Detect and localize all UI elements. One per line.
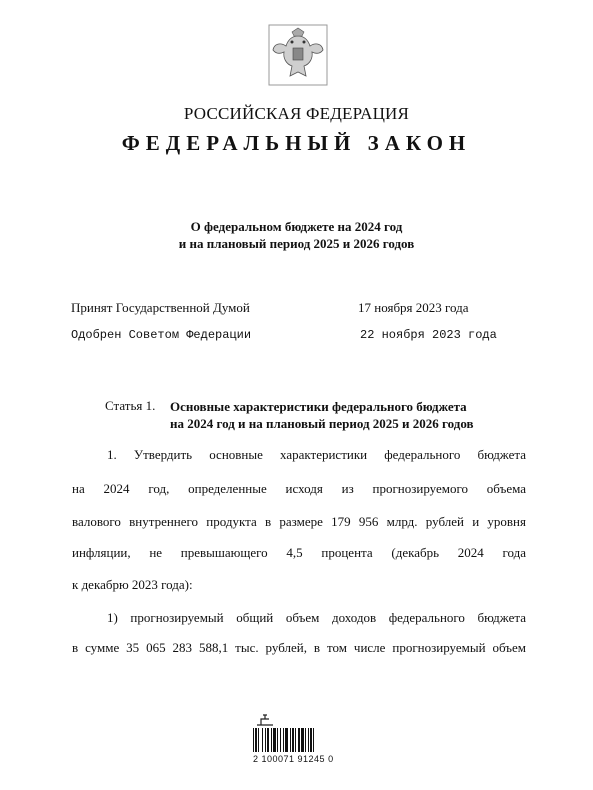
barcode-bar [255,728,257,752]
barcode-bar [262,728,263,752]
barcode-bar [277,728,278,752]
barcode-number: 2 100071 91245 0 [253,754,334,764]
council-approval-label: Одобрен Советом Федерации [71,328,252,342]
barcode-mark-icon [255,713,275,727]
barcode-bar [280,728,281,752]
barcode-bar [290,728,291,752]
law-subject-line: О федеральном бюджете на 2024 год [190,219,403,234]
article-label: Статья 1. [105,398,156,413]
duma-adoption-date: 17 ноября 2023 года [358,300,469,315]
country-heading: РОССИЙСКАЯ ФЕДЕРАЦИЯ [183,104,410,123]
barcode-bar [295,728,296,752]
body-line: 1) прогнозируемый общий объем доходов федерального бюджета [107,610,526,625]
law-subject [0,218,593,252]
barcode-bar [292,728,294,752]
duma-adoption-label: Принят Государственной Думой [71,300,250,315]
barcode-bar [273,728,276,752]
body-line: инфляции, не превышающего 4,5 процента (декабрь 2024 года [72,545,526,560]
body-line: 1. Утвердить основные характеристики федерального бюджета [107,447,526,462]
barcode-bar [258,728,259,752]
barcode [253,728,335,752]
state-emblem-icon [268,24,328,86]
barcode-bar [310,728,312,752]
barcode-bar [308,728,309,752]
barcode-bar [313,728,314,752]
barcode-bar [301,728,304,752]
document-type-heading: ФЕДЕРАЛЬНЫЙ ЗАКОН [121,131,472,155]
barcode-bar [271,728,272,752]
barcode-bar [253,728,254,752]
barcode-bar [265,728,266,752]
body-line: валового внутреннего продукта в размере 179 956 млрд. рублей и уровня [72,514,526,529]
body-line: в сумме 35 065 283 588,1 тыс. рублей, в том числе прогнозируемый объем [72,640,526,655]
article-title-line: Основные характеристики федерального бюджета [170,399,467,414]
article-title-line: на 2024 год и на плановый период 2025 и 2026 годов [170,416,474,431]
law-subject-line: и на плановый период 2025 и 2026 годов [178,236,415,251]
article-title [170,398,474,432]
barcode-bar [305,728,306,752]
barcode-bar [298,728,300,752]
barcode-bar [285,728,288,752]
barcode-bar [283,728,284,752]
body-line: на 2024 год, определенные исходя из прогнозируемого объема [72,481,526,496]
council-approval-date: 22 ноября 2023 года [360,328,497,342]
barcode-bar [267,728,269,752]
body-line: к декабрю 2023 года): [72,577,193,592]
